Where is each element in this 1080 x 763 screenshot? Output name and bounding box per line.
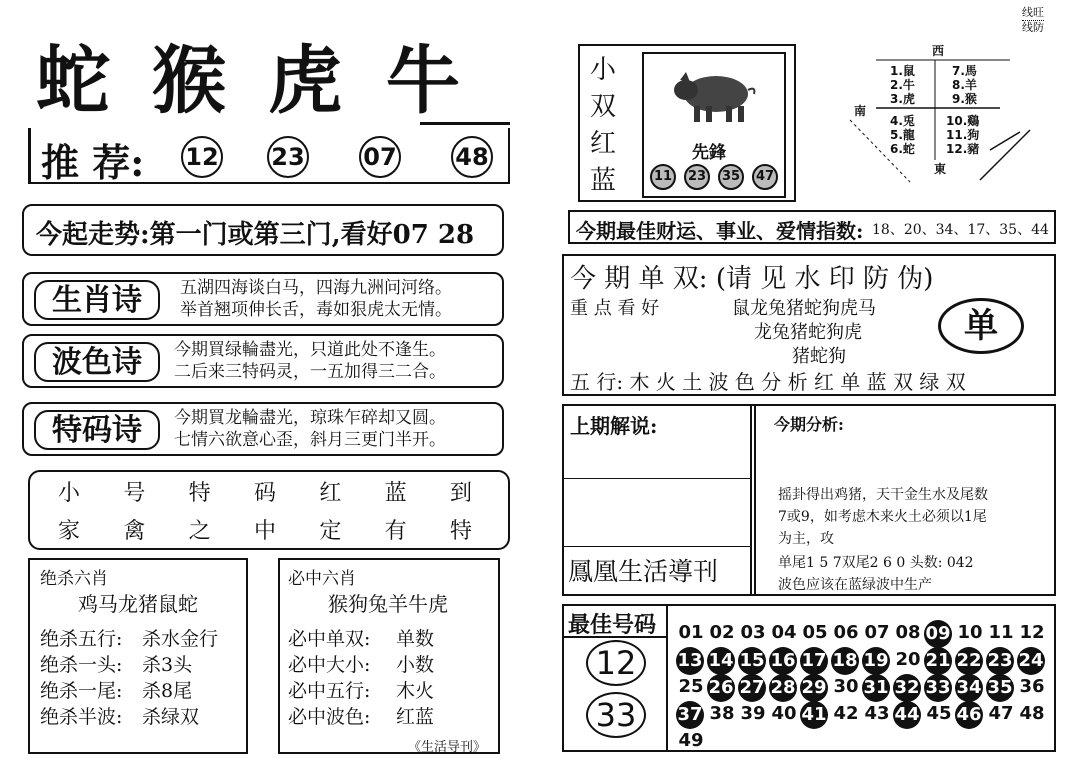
focus-list-2: 龙兔猪蛇狗虎 — [754, 322, 862, 343]
number-grid — [676, 620, 1056, 752]
grid-number: 10 — [957, 622, 983, 643]
riddle-char: 特 — [449, 519, 472, 544]
pioneer-number-4: 47 — [752, 164, 778, 190]
focus-list-3: 猪蛇狗 — [792, 346, 846, 367]
grid-number: 12 — [1019, 622, 1045, 643]
single-double-box — [562, 254, 1056, 396]
best-pick-2: 33 — [586, 692, 646, 738]
recommend-number-4: 48 — [451, 136, 493, 178]
pig-vertical-4: 蓝 — [589, 166, 616, 196]
last-period-label: 上期解说: — [570, 414, 658, 438]
grid-number: 16 — [769, 647, 797, 675]
grid-number: 37 — [676, 701, 704, 729]
grid-number: 36 — [1019, 676, 1045, 697]
must-box — [278, 558, 500, 754]
grid-number: 04 — [771, 622, 797, 643]
poem-label-zodiac: 生肖诗 — [34, 280, 160, 320]
trend-box — [22, 204, 504, 256]
grid-number: 22 — [955, 647, 983, 675]
riddle-char: 中 — [253, 519, 276, 544]
grid-number: 42 — [833, 703, 859, 724]
riddle-box — [28, 470, 510, 550]
grid-number: 06 — [833, 622, 859, 643]
pioneer-number-2: 23 — [684, 164, 710, 190]
grid-number: 47 — [988, 703, 1014, 724]
kill-box-zodiacs: 鸡马龙猪鼠蛇 — [78, 592, 198, 616]
grid-number: 13 — [676, 647, 704, 675]
riddle-char: 定 — [319, 519, 342, 544]
best-picks-panel — [564, 606, 668, 752]
must-line-value: 木火 — [396, 680, 435, 702]
must-line-value: 红蓝 — [396, 706, 435, 728]
brand-logo: 鳳凰生活導刊 — [568, 557, 719, 586]
kill-line-value: 杀绿双 — [142, 706, 200, 728]
grid-number: 40 — [771, 703, 797, 724]
poem-box-special — [22, 402, 504, 456]
best-label-rule — [564, 636, 668, 638]
grid-number: 25 — [678, 676, 704, 697]
grid-number: 11 — [988, 622, 1014, 643]
best-label: 最佳号码 — [568, 612, 657, 638]
single-double-title: 今 期 单 双: (请 见 水 印 防 伪) — [570, 264, 934, 294]
grid-number: 21 — [924, 647, 952, 675]
wuxing-line: 五 行: 木 火 土 波 色 分 析 红 单 蓝 双 绿 双 — [570, 370, 966, 394]
grid-number: 02 — [709, 622, 735, 643]
riddle-char: 到 — [449, 481, 472, 506]
zodiac-compass — [840, 40, 1040, 200]
poem-line-zodiac-1: 五湖四海谈白马，四海九洲问河络。 — [180, 278, 452, 298]
riddle-char: 码 — [253, 481, 276, 506]
grid-number: 38 — [709, 703, 735, 724]
compass-south: 南 — [854, 104, 867, 118]
current-period-label: 今期分析: — [774, 415, 844, 434]
best-numbers-box — [562, 604, 1056, 752]
zodiac-right-6: 12.豬 — [946, 142, 980, 156]
poem-line-special-2: 七情六欲意心歪，斜月三更门半开。 — [174, 430, 446, 450]
riddle-char: 小 — [58, 481, 81, 506]
analysis-text-2: 7或9，如考虑木来火土必须以1尾 — [778, 509, 987, 525]
analysis-text-3: 为主，攻 — [778, 531, 834, 547]
riddle-char: 家 — [58, 519, 81, 544]
grid-number: 49 — [678, 730, 704, 751]
title-char-2: 猴 — [152, 38, 226, 124]
grid-number: 46 — [955, 701, 983, 729]
grid-number: 35 — [986, 674, 1014, 702]
grid-number: 43 — [864, 703, 890, 724]
pig-vertical-2: 双 — [589, 92, 616, 122]
pioneer-label: 先鋒 — [692, 143, 726, 163]
pig-vertical-1: 小 — [589, 55, 616, 85]
zodiac-right-5: 11.狗 — [946, 128, 980, 142]
must-box-zodiacs: 猴狗兔羊牛虎 — [328, 592, 448, 616]
grid-number: 07 — [864, 622, 890, 643]
poem-line-zodiac-2: 举首翘项伸长舌，毒如狠虎太无情。 — [180, 300, 452, 320]
pioneer-number-1: 11 — [650, 164, 676, 190]
riddle-char: 有 — [384, 519, 407, 544]
grid-number: 30 — [833, 676, 859, 697]
kill-box — [28, 558, 248, 754]
grid-number: 01 — [678, 622, 704, 643]
grid-number: 26 — [707, 674, 735, 702]
must-box-footer: 《生活导刊》 — [408, 740, 487, 755]
focus-label: 重 点 看 好 — [570, 298, 660, 319]
grid-number: 44 — [893, 701, 921, 729]
grid-number: 20 — [895, 649, 921, 670]
grid-number: 23 — [986, 647, 1014, 675]
grid-number: 08 — [895, 622, 921, 643]
grid-number: 41 — [800, 701, 828, 729]
recommend-box — [28, 128, 510, 184]
kill-box-title: 绝杀六肖 — [40, 569, 108, 589]
grid-number: 14 — [707, 647, 735, 675]
riddle-row-2 — [58, 514, 472, 545]
poem-line-special-1: 今期買龙輪盡光，琼珠乍碎却又圆。 — [174, 408, 446, 428]
title-underline — [420, 122, 510, 125]
must-line-label: 必中大小: — [288, 654, 371, 676]
riddle-char: 红 — [319, 481, 342, 506]
grid-number: 48 — [1019, 703, 1045, 724]
recommend-number-2: 23 — [267, 136, 309, 178]
poem-line-color-1: 今期買绿輪盡光，只道此处不逢生。 — [174, 340, 446, 360]
analysis-rule-1 — [564, 478, 750, 479]
grid-number: 32 — [893, 674, 921, 702]
best-pick-1: 12 — [586, 640, 646, 686]
grid-number: 18 — [831, 647, 859, 675]
zodiac-right-1: 7.馬 — [952, 64, 977, 78]
recommend-number-3: 07 — [359, 136, 401, 178]
grid-number: 24 — [1017, 647, 1045, 675]
analysis-divider — [750, 406, 756, 594]
must-box-title: 必中六肖 — [288, 569, 356, 589]
corner-line-1: 线旺 — [1022, 6, 1044, 19]
kill-line-value: 杀3头 — [142, 654, 193, 676]
pig-icon — [672, 60, 758, 130]
zodiac-left-1: 1.鼠 — [890, 64, 915, 78]
zodiac-left-2: 2.牛 — [890, 78, 915, 92]
kill-line-label: 绝杀五行: — [40, 628, 123, 650]
title-char-3: 虎 — [268, 38, 342, 124]
single-badge: 单 — [938, 298, 1024, 354]
kill-line-value: 杀水金行 — [142, 628, 219, 650]
pig-box — [578, 44, 796, 202]
recommend-label: 推 荐: — [41, 140, 145, 185]
focus-list-1: 鼠龙兔猪蛇狗虎马 — [732, 298, 876, 319]
riddle-char: 特 — [188, 481, 211, 506]
zodiac-right-2: 8.羊 — [952, 78, 977, 92]
pioneer-number-3: 35 — [718, 164, 744, 190]
index-box — [568, 210, 1056, 244]
grid-number: 29 — [800, 674, 828, 702]
grid-number: 19 — [862, 647, 890, 675]
zodiac-right-3: 9.猴 — [952, 92, 977, 106]
index-label: 今期最佳财运、事业、爱情指数: — [576, 219, 864, 243]
zodiac-left-5: 5.龍 — [890, 128, 915, 142]
kill-line-label: 绝杀一尾: — [40, 680, 123, 702]
must-line-label: 必中波色: — [288, 706, 371, 728]
zodiac-right-4: 10.鷄 — [946, 114, 980, 128]
poem-label-special: 特码诗 — [34, 410, 160, 450]
grid-number: 33 — [924, 674, 952, 702]
kill-line-label: 绝杀半波: — [40, 706, 123, 728]
grid-number: 27 — [738, 674, 766, 702]
compass-west: 西 — [932, 44, 945, 58]
poem-line-color-2: 二后来三特码灵，一五加得三二合。 — [174, 362, 446, 382]
riddle-row-1 — [58, 476, 472, 507]
must-line-value: 小数 — [396, 654, 435, 676]
grid-number: 05 — [802, 622, 828, 643]
corner-line-2: 线防 — [1022, 21, 1044, 34]
analysis-box — [562, 404, 1056, 596]
riddle-char: 号 — [123, 481, 146, 506]
riddle-char: 禽 — [123, 519, 146, 544]
kill-line-value: 杀8尾 — [142, 680, 193, 702]
title-char-4: 牛 — [386, 38, 460, 124]
grid-number: 31 — [862, 674, 890, 702]
corner-note — [1022, 6, 1044, 35]
grid-number: 17 — [800, 647, 828, 675]
analysis-rule-2 — [564, 546, 750, 547]
grid-number: 09 — [924, 620, 952, 648]
zodiac-left-6: 6.蛇 — [890, 142, 915, 156]
analysis-text-4: 单尾1 5 7双尾2 6 0 头数: 042 — [778, 555, 974, 571]
poem-box-color — [22, 334, 504, 388]
grid-number: 39 — [740, 703, 766, 724]
grid-number: 28 — [769, 674, 797, 702]
zodiac-left-3: 3.虎 — [890, 92, 915, 106]
pig-vertical-3: 红 — [589, 129, 616, 159]
recommend-number-1: 12 — [181, 136, 223, 178]
must-line-label: 必中五行: — [288, 680, 371, 702]
grid-number: 15 — [738, 647, 766, 675]
title-char-1: 蛇 — [36, 38, 110, 124]
riddle-char: 蓝 — [384, 481, 407, 506]
analysis-text-5: 波色应该在蓝绿波中生产 — [778, 577, 932, 593]
kill-line-label: 绝杀一头: — [40, 654, 123, 676]
grid-number: 34 — [955, 674, 983, 702]
poem-box-zodiac — [22, 272, 504, 326]
riddle-char: 之 — [188, 519, 211, 544]
compass-east: 東 — [934, 162, 947, 176]
grid-number: 45 — [926, 703, 952, 724]
grid-number: 03 — [740, 622, 766, 643]
must-line-value: 单数 — [396, 628, 435, 650]
index-values: 18、20、34、17、35、44 — [872, 222, 1049, 238]
analysis-text-1: 摇卦得出鸡猪，天干金生水及尾数 — [778, 487, 988, 503]
poem-label-color: 波色诗 — [34, 342, 160, 382]
trend-text: 今起走势:第一门或第三门,看好07 28 — [36, 220, 475, 250]
must-line-label: 必中单双: — [288, 628, 371, 650]
pig-panel — [642, 52, 786, 198]
zodiac-left-4: 4.兎 — [890, 114, 915, 128]
